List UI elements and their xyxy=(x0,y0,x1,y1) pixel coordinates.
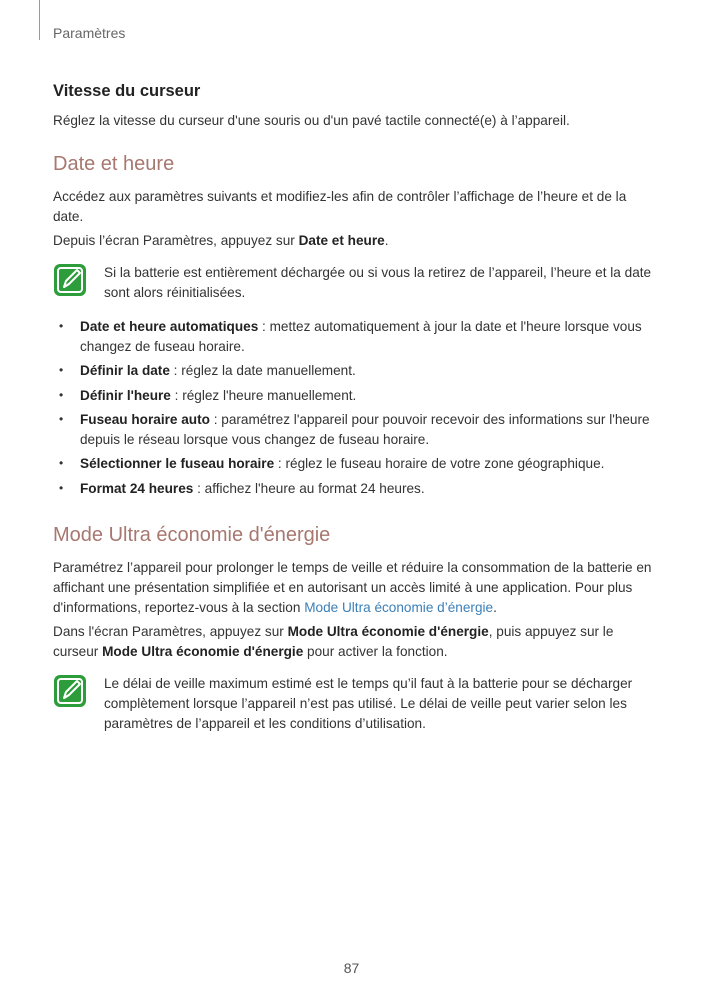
list-item xyxy=(53,386,653,406)
ultra-power-note-text: Le délai de veille maximum estimé est le temps qu’il faut à la batterie pour se décharger complètement lorsque l’appareil n’est pas utilisé. Le délai de veille peut varier selon les paramètres de l’appareil et les conditions d’utilisation. xyxy=(104,676,633,731)
ultra-power-step-prefix: Dans l'écran Paramètres, appuyez sur xyxy=(53,624,288,639)
bullet: • xyxy=(59,456,64,470)
bullet: • xyxy=(59,363,64,377)
ultra-power-step-bold-1: Mode Ultra économie d'énergie xyxy=(287,624,489,639)
ultra-power-step-suffix: pour activer la fonction. xyxy=(303,644,448,659)
date-time-path xyxy=(53,231,653,251)
note-pencil-icon xyxy=(53,674,87,708)
ultra-power-intro-text: Paramétrez l’appareil pour prolonger le temps de veille et réduire la consommation de la batterie en affichant une présentation simplifiée et en autorisant un accès limité à une application. Pour plus d'informations, reportez-vous à la section xyxy=(53,560,652,615)
list-item xyxy=(53,479,653,499)
cursor-speed-text: Réglez la vitesse du curseur d'une souris ou d'un pavé tactile connecté(e) à l’appareil. xyxy=(53,113,570,128)
ultra-power-step-bold-2: Mode Ultra économie d'énergie xyxy=(102,644,304,659)
page-header-title: Paramètres xyxy=(53,25,126,41)
header-rule xyxy=(39,0,40,40)
list-item-term: Format 24 heures xyxy=(80,480,194,496)
date-time-path-bold: Date et heure xyxy=(298,233,385,248)
list-item-desc: : réglez l'heure manuellement. xyxy=(170,387,357,403)
list-item xyxy=(53,317,653,356)
ultra-power-note xyxy=(53,674,653,734)
list-item-desc: : paramétrez l'appareil pour pouvoir recevoir des informations sur l'heure depuis le réseau lorsque vous changez de fuseau horaire. xyxy=(80,412,650,447)
ultra-power-intro-end: . xyxy=(493,600,497,615)
ultra-power-step xyxy=(53,622,653,662)
note-pencil-icon xyxy=(53,263,87,297)
list-item-desc: : réglez la date manuellement. xyxy=(169,363,356,378)
ultra-power-intro xyxy=(53,558,653,618)
cursor-speed-heading: Vitesse du curseur xyxy=(53,82,201,100)
ultra-power-section-link[interactable]: Mode Ultra économie d’énergie xyxy=(304,600,494,615)
date-time-path-prefix: Depuis l’écran Paramètres, appuyez sur xyxy=(53,233,299,248)
date-time-heading: Date et heure xyxy=(53,153,175,175)
list-item-desc: : réglez le fuseau horaire de votre zone géographique. xyxy=(274,456,605,471)
bullet: • xyxy=(59,387,64,402)
list-item-term: Sélectionner le fuseau horaire xyxy=(80,456,275,471)
list-item xyxy=(53,410,653,449)
list-item-desc: : mettez automatiquement à jour la date et l'heure lorsque vous changez de fuseau horaire. xyxy=(80,319,642,354)
list-item-term: Définir la date xyxy=(80,363,170,378)
list-item-term: Définir l'heure xyxy=(80,387,171,403)
list-item-desc: : affichez l'heure au format 24 heures. xyxy=(193,480,425,496)
date-time-path-suffix: . xyxy=(384,233,389,248)
date-time-list xyxy=(53,317,653,498)
page-number: 87 xyxy=(343,960,360,976)
ultra-power-heading: Mode Ultra économie d'énergie xyxy=(53,524,331,546)
bullet: • xyxy=(59,480,64,495)
list-item xyxy=(53,361,653,381)
ultra-power-step-middle: , puis appuyez sur le curseur xyxy=(53,624,614,659)
list-item xyxy=(53,454,653,474)
page-content xyxy=(53,82,653,748)
date-time-note xyxy=(53,263,653,303)
bullet: • xyxy=(59,319,64,333)
list-item-term: Fuseau horaire auto xyxy=(80,412,210,427)
date-time-intro: Accédez aux paramètres suivants et modifiez-les afin de contrôler l’affichage de l’heure et de la date. xyxy=(53,189,627,224)
date-time-note-text: Si la batterie est entièrement déchargée ou si vous la retirez de l’appareil, l’heure et la date sont alors réinitialisées. xyxy=(104,265,652,300)
list-item-term: Date et heure automatiques xyxy=(80,319,259,334)
bullet: • xyxy=(59,412,64,426)
